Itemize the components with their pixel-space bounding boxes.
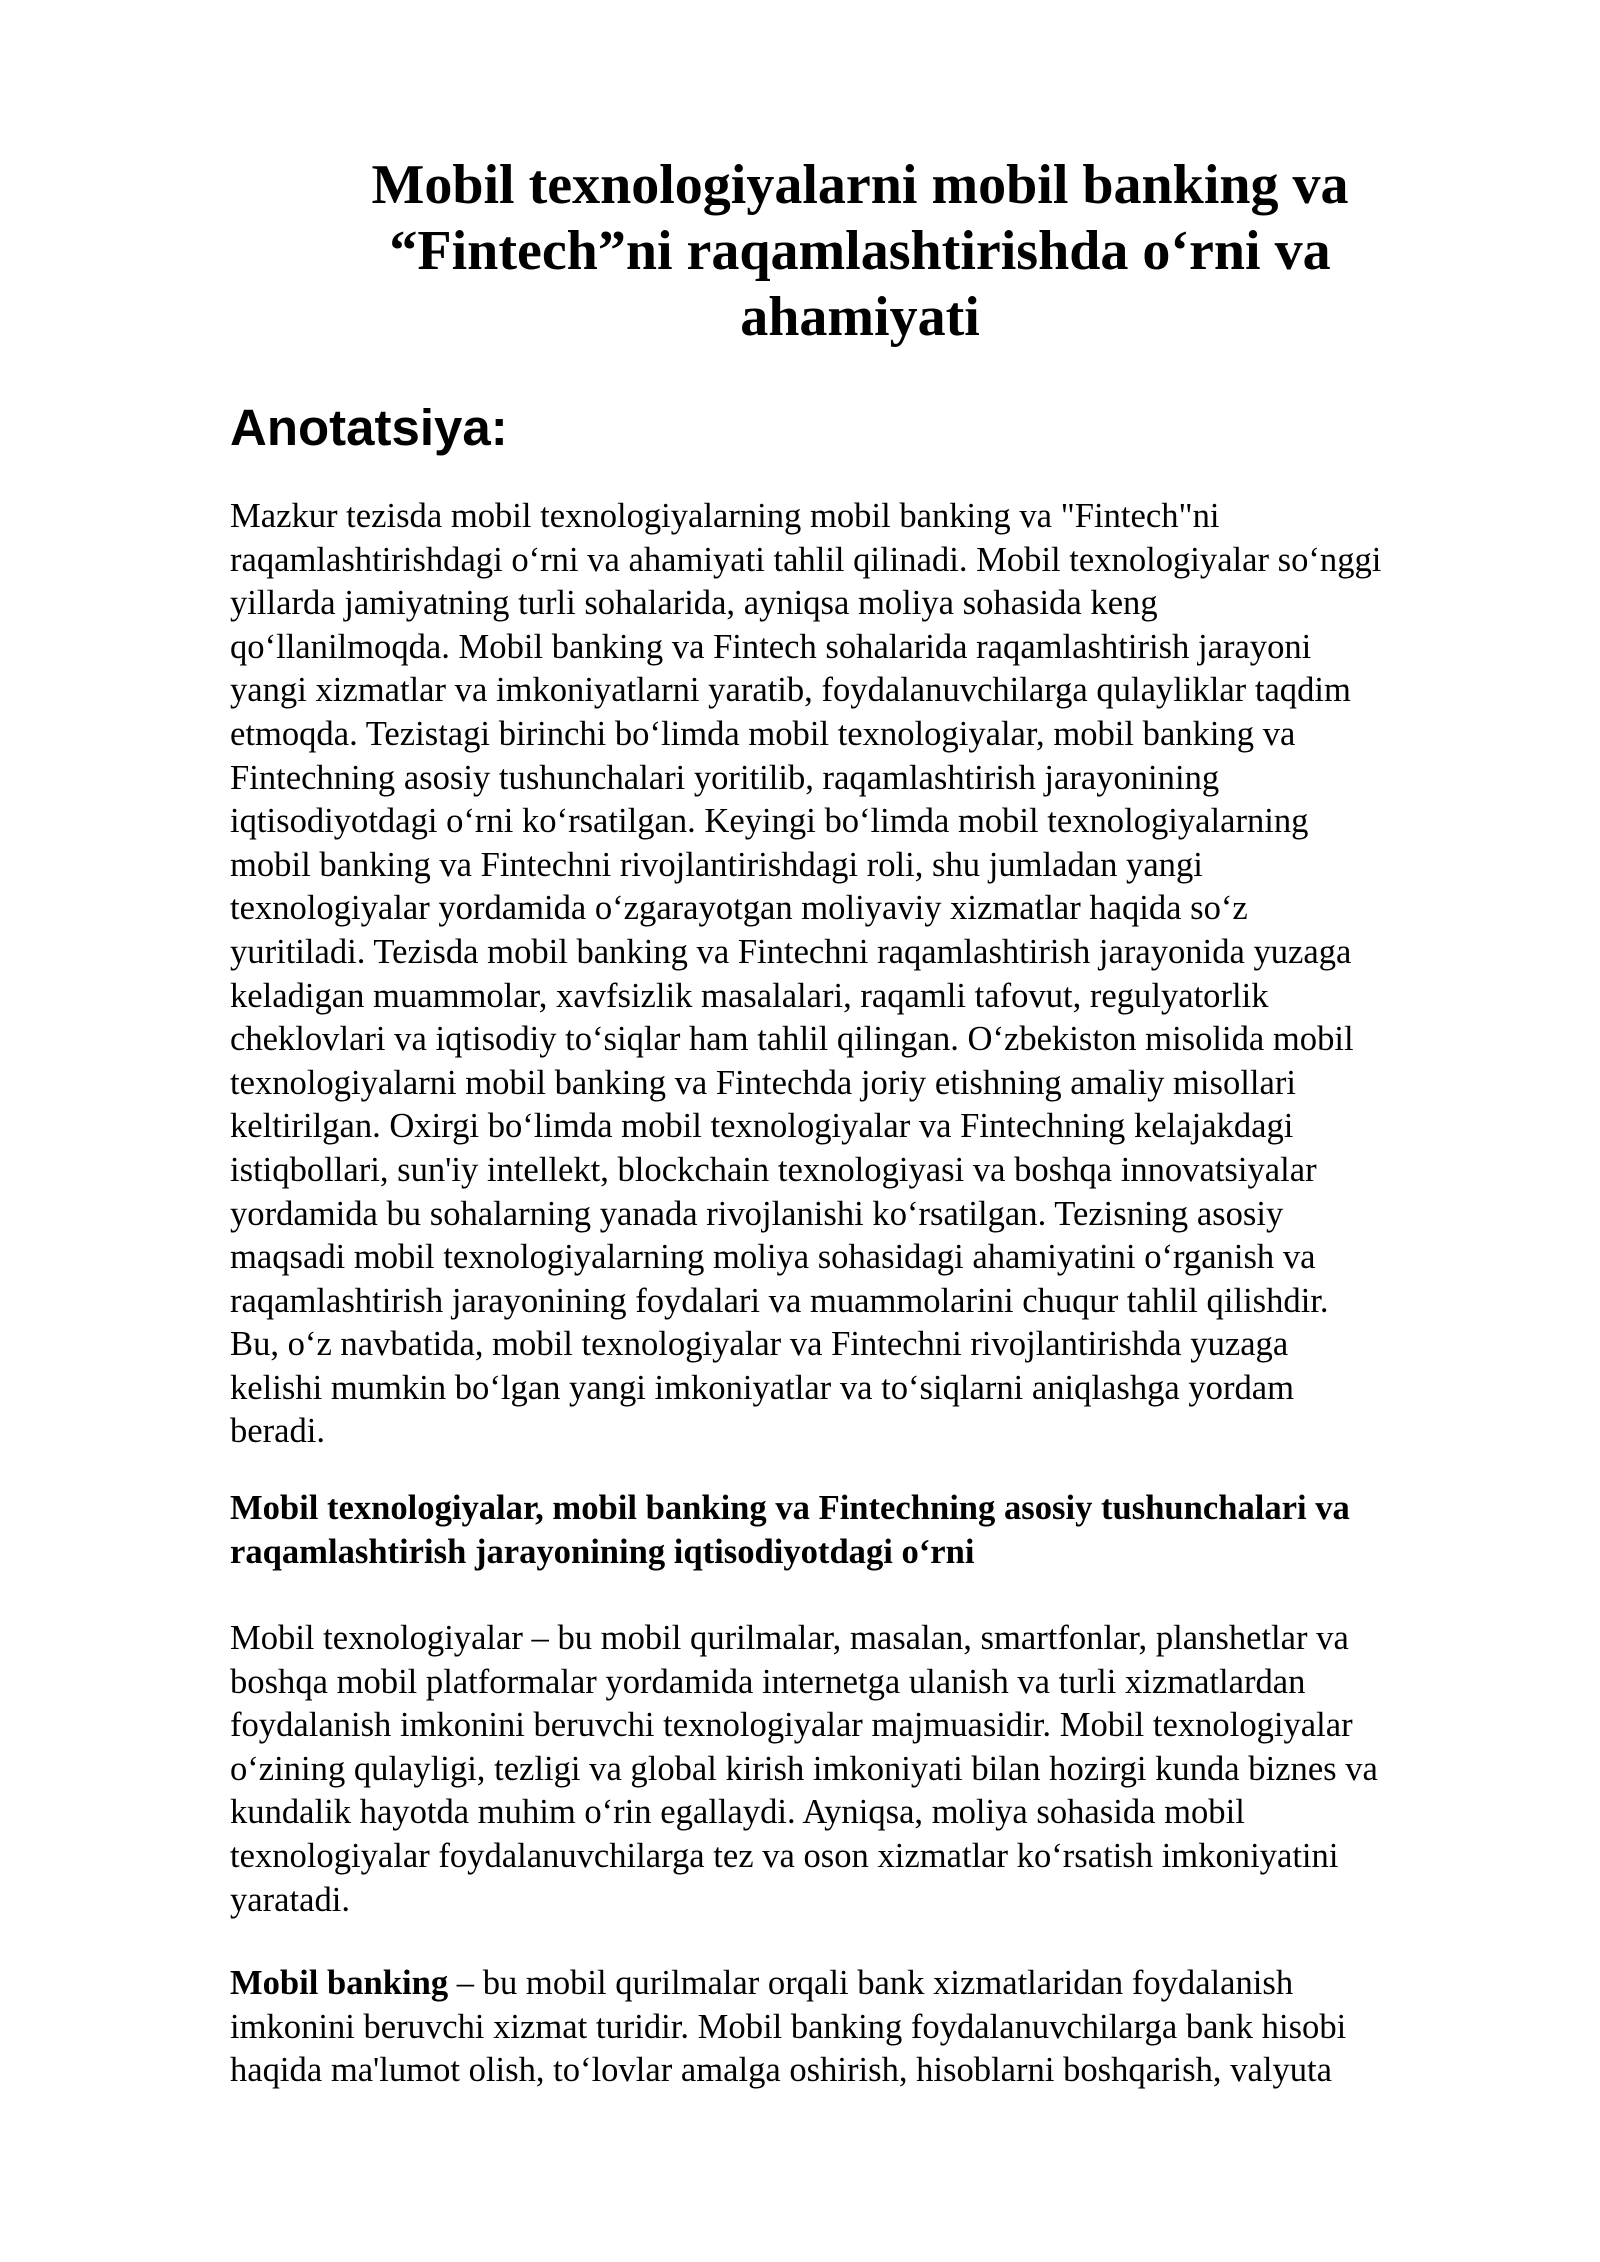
bold-term: Mobil banking <box>230 1964 449 2002</box>
text-line: o‘zining qulayligi, tezligi va global kirish imkoniyati bilan hozirgi kunda biznes va <box>230 1749 1378 1788</box>
text-line: iqtisodiyotdagi o‘rni ko‘rsatilgan. Keyingi bo‘limda mobil texnologiyalarning <box>230 802 1309 841</box>
text-line: maqsadi mobil texnologiyalarning moliya sohasidagi ahamiyatini o‘rganish va <box>230 1238 1316 1277</box>
abstract-heading: Anotatsiya: <box>230 399 508 456</box>
text-line: raqamlashtirish jarayonining foydalari va muammolarini chuqur tahlil qilishdir. <box>230 1281 1329 1320</box>
text-line: kundalik hayotda muhim o‘rin egallaydi. Ayniqsa, moliya sohasida mobil <box>230 1793 1245 1832</box>
text-line: Mobil texnologiyalar, mobil banking va Fintechning asosiy tushunchalari va <box>230 1489 1350 1527</box>
text-line: Fintechning asosiy tushunchalari yoritilib, raqamlashtirish jarayonining <box>230 758 1220 797</box>
text-line: yangi xizmatlar va imkoniyatlarni yaratib, foydalanuvchilarga qulayliklar taqdim <box>230 671 1351 710</box>
abstract-paragraph <box>230 495 1530 1454</box>
text-line: Mazkur tezisda mobil texnologiyalarning mobil banking va "Fintech"ni <box>230 497 1220 535</box>
text-line: istiqbollari, sun'iy intellekt, blockchain texnologiyasi va boshqa innovatsiyalar <box>230 1150 1317 1189</box>
title-line: Mobil texnologiyalarni mobil banking va <box>371 154 1349 216</box>
text-line: keltirilgan. Oxirgi bo‘limda mobil texnologiyalar va Fintechning kelajakdagi <box>230 1107 1294 1146</box>
text-line: mobil banking va Fintechni rivojlantirishdagi roli, shu jumladan yangi <box>230 845 1203 884</box>
text-line: raqamlashtirish jarayonining iqtisodiyotdagi o‘rni <box>230 1532 975 1571</box>
text-line: texnologiyalarni mobil banking va Fintechda joriy etishning amaliy misollari <box>230 1063 1296 1102</box>
text-line: boshqa mobil platformalar yordamida internetga ulanish va turli xizmatlardan <box>230 1662 1306 1701</box>
text-line: texnologiyalar foydalanuvchilarga tez va oson xizmatlar ko‘rsatish imkoniyatini <box>230 1836 1339 1875</box>
document-title <box>300 152 1420 350</box>
text-line: beradi. <box>230 1412 326 1451</box>
text-line: haqida ma'lumot olish, to‘lovlar amalga oshirish, hisoblarni boshqarish, valyuta <box>230 2051 1332 2090</box>
text-line: etmoqda. Tezistagi birinchi bo‘limda mobil texnologiyalar, mobil banking va <box>230 714 1296 753</box>
text-line: yaratadi. <box>230 1880 350 1919</box>
title-line: “Fintech”ni raqamlashtirishda o‘rni va <box>389 220 1331 282</box>
text-line: keladigan muammolar, xavfsizlik masalalari, raqamli tafovut, regulyatorlik <box>230 976 1269 1015</box>
text-line: foydalanish imkonini beruvchi texnologiyalar majmuasidir. Mobil texnologiyalar <box>230 1706 1353 1745</box>
text-line: texnologiyalar yordamida o‘zgarayotgan moliyaviy xizmatlar haqida so‘z <box>230 889 1248 928</box>
text-line: kelishi mumkin bo‘lgan yangi imkoniyatlar va to‘siqlarni aniqlashga yordam <box>230 1368 1295 1407</box>
text-line: qo‘llanilmoqda. Mobil banking va Fintech sohalarida raqamlashtirish jarayoni <box>230 627 1312 666</box>
title-line: ahamiyati <box>740 286 980 348</box>
text-line: raqamlashtirishdagi o‘rni va ahamiyati tahlil qilinadi. Mobil texnologiyalar so‘nggi <box>230 540 1382 579</box>
text-line: Bu, o‘z navbatida, mobil texnologiyalar va Fintechni rivojlantirishda yuzaga <box>230 1325 1289 1364</box>
text-line: yuritiladi. Tezisda mobil banking va Fintechni raqamlashtirish jarayonida yuzaga <box>230 932 1352 971</box>
text-line: Mobil texnologiyalar – bu mobil qurilmalar, masalan, smartfonlar, planshetlar va <box>230 1619 1349 1657</box>
text-line: – bu mobil qurilmalar orqali bank xizmatlaridan foydalanish <box>448 1964 1294 2002</box>
body-paragraph <box>230 1962 1530 2093</box>
text-line: imkonini beruvchi xizmat turidir. Mobil banking foydalanuvchilarga bank hisobi <box>230 2007 1347 2046</box>
text-line: yillarda jamiyatning turli sohalarida, ayniqsa moliya sohasida keng <box>230 584 1158 623</box>
text-line: cheklovlari va iqtisodiy to‘siqlar ham tahlil qilingan. O‘zbekiston misolida mobil <box>230 1020 1354 1059</box>
section-heading <box>230 1487 1530 1574</box>
body-paragraph <box>230 1617 1530 1922</box>
text-line: yordamida bu sohalarning yanada rivojlanishi ko‘rsatilgan. Tezisning asosiy <box>230 1194 1284 1233</box>
